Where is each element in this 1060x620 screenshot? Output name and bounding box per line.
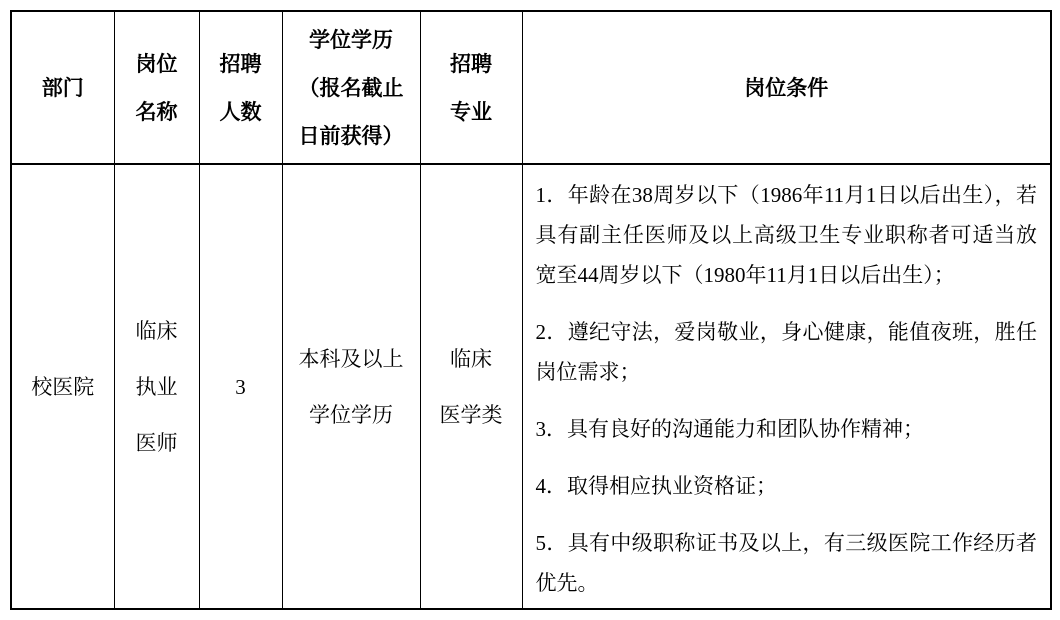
header-cell-major [420, 11, 522, 164]
requirement-item-2: 2．遵纪守法，爱岗敬业，身心健康，能值夜班，胜任岗位需求； [535, 320, 1037, 384]
header-cell-headcount [199, 11, 282, 164]
recruitment-table [10, 10, 1052, 610]
header-label-headcount-line2: 人数 [219, 99, 262, 124]
cell-position-name [114, 164, 199, 609]
cell-major [420, 164, 522, 609]
header-label-degree-line3: 日前获得） [298, 123, 404, 148]
position-name-line2: 执业 [135, 374, 178, 399]
headcount-value: 3 [235, 374, 246, 399]
header-label-headcount-line1: 招聘 [219, 51, 262, 76]
header-label-major-line1: 招聘 [450, 51, 492, 76]
table-row [11, 164, 1051, 609]
degree-line2: 学位学历 [309, 402, 393, 427]
header-cell-department [11, 11, 114, 164]
header-row [11, 11, 1051, 164]
major-line1: 临床 [450, 346, 492, 371]
header-cell-degree [282, 11, 420, 164]
cell-requirements [522, 164, 1051, 609]
header-label-degree-line2: （报名截止 [298, 75, 404, 100]
requirement-item-1: 1．年龄在38周岁以下（1986年11月1日以后出生），若具有副主任医师及以上高级卫生专业职称者可适当放宽至44周岁以下（1980年11月1日以后出生）； [535, 183, 1037, 287]
department-value: 校医院 [31, 374, 95, 399]
position-name-line3: 医师 [135, 430, 178, 455]
header-label-department: 部门 [41, 75, 84, 100]
header-label-requirements: 岗位条件 [744, 75, 829, 100]
cell-department [11, 164, 114, 609]
major-line2: 医学类 [439, 402, 503, 427]
requirement-item-5: 5．具有中级职称证书及以上，有三级医院工作经历者优先。 [535, 531, 1037, 595]
header-label-position-name-line2: 名称 [135, 99, 178, 124]
requirement-item-3: 3．具有良好的沟通能力和团队协作精神； [535, 417, 924, 441]
cell-headcount [199, 164, 282, 609]
header-label-position-name-line1: 岗位 [135, 51, 178, 76]
degree-line1: 本科及以上 [298, 346, 404, 371]
position-name-line1: 临床 [135, 318, 178, 343]
header-cell-position-name [114, 11, 199, 164]
header-label-degree-line1: 学位学历 [309, 27, 393, 52]
cell-degree [282, 164, 420, 609]
requirement-item-4: 4．取得相应执业资格证； [535, 474, 777, 498]
header-cell-requirements [522, 11, 1051, 164]
header-label-major-line2: 专业 [450, 99, 492, 124]
